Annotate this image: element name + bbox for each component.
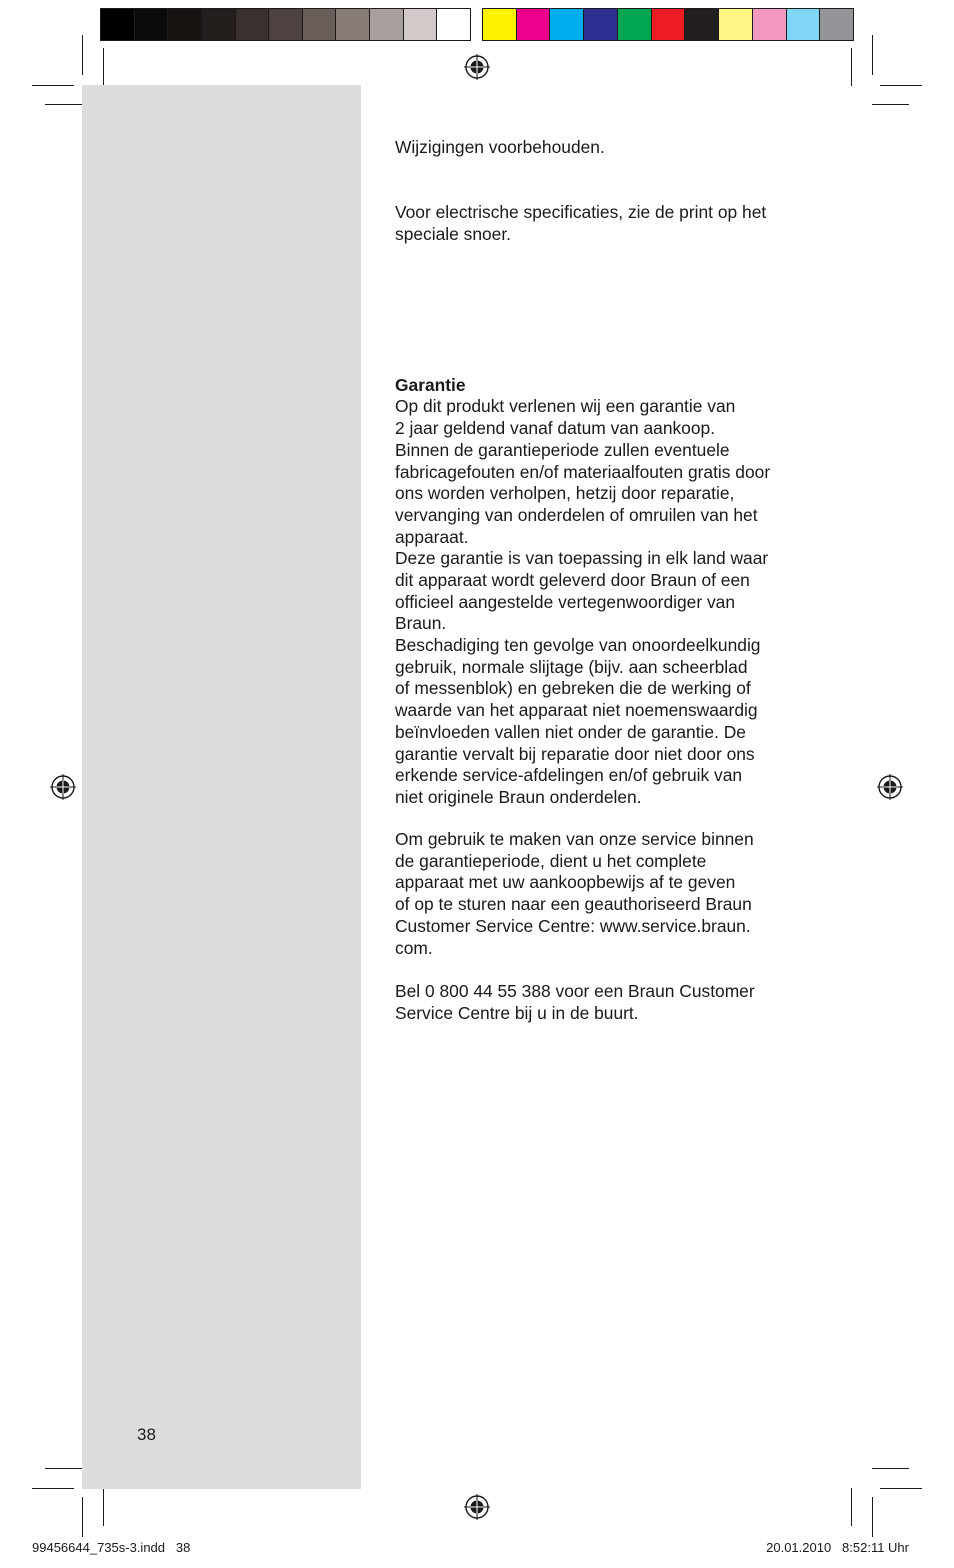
gray-swatch-9 — [370, 9, 404, 40]
color-swatch-2 — [517, 9, 551, 40]
color-swatch-3 — [550, 9, 584, 40]
changes-notice: Wijzigingen voorbehouden. — [395, 137, 605, 157]
gray-swatch-6 — [269, 9, 303, 40]
gray-swatch-1 — [101, 9, 135, 40]
crop-mark-top-left-horizontal-inner — [45, 104, 82, 105]
crop-mark-top-left-horizontal — [32, 85, 74, 86]
color-swatch-5 — [618, 9, 652, 40]
registration-mark-right-icon — [877, 774, 903, 800]
crop-mark-bottom-left-vertical — [82, 1497, 83, 1537]
crop-mark-top-right-vertical — [872, 35, 873, 75]
color-swatch-8 — [719, 9, 753, 40]
gray-swatch-5 — [236, 9, 270, 40]
gray-swatch-8 — [336, 9, 370, 40]
slug-filename: 99456644_735s-3.indd 38 — [32, 1540, 191, 1555]
crop-mark-bottom-right-horizontal-inner — [872, 1468, 909, 1469]
color-swatch-9 — [753, 9, 787, 40]
guarantee-paragraph-1: Op dit produkt verlenen wij een garantie van 2 jaar geldend vanaf datum van aankoop. Binnen de garantieperiode zullen eventuele fabricagefouten en/of materiaalfouten gratis door ons worden verholpen, hetzij door reparatie, vervanging van onderdelen of omruilen van het apparaat. Deze garantie is van toepassing in elk land waar dit apparaat wordt geleverd door Braun of een officieel aangestelde vertegenwoordiger van Braun. — [395, 396, 771, 634]
guarantee-paragraph-2: Beschadiging ten gevolge van onoordeelkundig gebruik, normale slijtage (bijv. aan scheerblad of messenblok) en gebreken die de werking of waarde van het apparaat niet noemenswaardig beïnvloeden vallen niet onder de garantie. De garantie vervalt bij reparatie door niet door ons erkende service-afdelingen en/of gebruik van niet originele Braun onderdelen. — [395, 635, 761, 807]
color-swatch-11 — [820, 9, 853, 40]
guarantee-heading: Garantie — [395, 374, 466, 395]
color-swatch-7 — [685, 9, 719, 40]
slug-timestamp: 20.01.2010 8:52:11 Uhr — [766, 1540, 909, 1555]
color-swatch-1 — [483, 9, 517, 40]
gray-swatch-2 — [135, 9, 169, 40]
color-swatch-4 — [584, 9, 618, 40]
crop-mark-top-right-horizontal — [880, 85, 922, 86]
gray-swatch-3 — [168, 9, 202, 40]
gray-swatch-11 — [437, 9, 470, 40]
process-color-bar — [482, 8, 854, 41]
guarantee-paragraph-4: Bel 0 800 44 55 388 voor een Braun Customer Service Centre bij u in de buurt. — [395, 981, 755, 1023]
crop-mark-bottom-right-vertical — [872, 1497, 873, 1537]
grayscale-color-bar — [100, 8, 471, 41]
crop-mark-bottom-left-horizontal-inner — [45, 1468, 82, 1469]
registration-mark-left-icon — [50, 774, 76, 800]
crop-mark-top-right-vertical-inner — [851, 48, 852, 86]
page-number: 38 — [137, 1425, 156, 1444]
crop-mark-top-left-vertical — [82, 35, 83, 75]
registration-mark-top-icon — [464, 54, 490, 80]
crop-mark-bottom-left-vertical-inner — [103, 1488, 104, 1526]
crop-mark-bottom-right-vertical-inner — [851, 1488, 852, 1526]
crop-mark-bottom-right-horizontal — [880, 1488, 922, 1489]
color-swatch-10 — [787, 9, 821, 40]
registration-mark-bottom-icon — [464, 1494, 490, 1520]
color-swatch-6 — [652, 9, 686, 40]
gray-swatch-4 — [202, 9, 236, 40]
crop-mark-top-right-horizontal-inner — [872, 104, 909, 105]
electrical-specs-note: Voor electrische specificaties, zie de print op het speciale snoer. — [395, 202, 767, 244]
gray-swatch-7 — [303, 9, 337, 40]
side-panel — [82, 85, 361, 1489]
gray-swatch-10 — [404, 9, 438, 40]
crop-mark-bottom-left-horizontal — [32, 1488, 74, 1489]
guarantee-paragraph-3: Om gebruik te maken van onze service binnen de garantieperiode, dient u het complete apparaat met uw aankoopbewijs af te geven of op te sturen naar een geauthoriseerd Braun Customer Service Centre: www.service.braun. com. — [395, 829, 754, 958]
guarantee-section — [395, 353, 825, 635]
crop-mark-top-left-vertical-inner — [103, 48, 104, 86]
